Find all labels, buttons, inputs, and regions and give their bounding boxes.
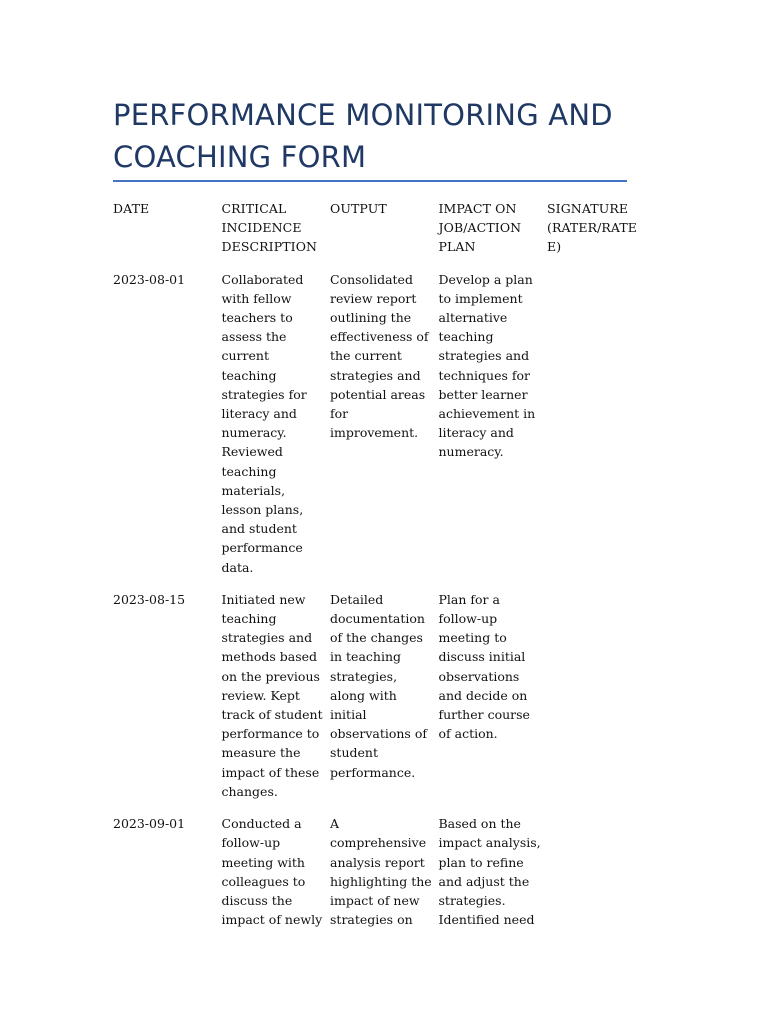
form-title	[113, 94, 673, 178]
header-date: DATE	[113, 201, 150, 216]
row-impact: Based on the impact analysis, plan to refine and adjust the strategies. Identified need	[438, 816, 541, 928]
row-impact: Plan for a follow-up meeting to discuss initial observations and decide on further course of action.	[438, 591, 530, 742]
header-critical-incidence: CRITICAL INCIDENCE DESCRIPTION	[221, 201, 318, 255]
row-critical-incidence: Conducted a follow-up meeting with colleagues to discuss the impact of newly	[221, 816, 323, 928]
row-signature	[547, 590, 653, 801]
row-output: Consolidated review report outlining the effectiveness of the current strategies and potential areas for improvement.	[330, 271, 429, 441]
header-impact: IMPACT ON JOB/ACTION PLAN	[438, 201, 522, 255]
row-date: 2023-09-01	[113, 816, 186, 832]
table-row	[113, 590, 653, 801]
row-output: A comprehensive analysis report highlighting the impact of new strategies on	[330, 816, 432, 928]
form-title-line-2: COACHING FORM	[113, 140, 367, 174]
table-row	[113, 270, 653, 577]
header-signature: SIGNATURE (RATER/RATE E)	[547, 201, 638, 255]
monitoring-table	[113, 199, 653, 942]
header-output: OUTPUT	[330, 201, 387, 216]
table-row	[113, 814, 653, 929]
row-date: 2023-08-15	[113, 591, 186, 607]
form-title-line-1: PERFORMANCE MONITORING AND	[113, 98, 613, 132]
title-underline-divider	[113, 180, 627, 182]
row-critical-incidence: Initiated new teaching strategies and methods based on the previous review. Kept track of student performance to measure the impact of these changes.	[221, 591, 323, 799]
row-critical-incidence: Collaborated with fellow teachers to assess the current teaching strategies for literacy and numeracy. Reviewed teaching materials, lesson plans, and student performance data.	[221, 271, 307, 575]
table-header-row	[113, 199, 653, 257]
row-output: Detailed documentation of the changes in teaching strategies, along with initial observations of student performance.	[330, 591, 427, 780]
row-date: 2023-08-01	[113, 271, 186, 287]
row-signature	[547, 270, 653, 577]
row-signature	[547, 814, 653, 929]
row-impact: Develop a plan to implement alternative teaching strategies and techniques for better learner achievement in literacy and numeracy.	[438, 271, 536, 460]
